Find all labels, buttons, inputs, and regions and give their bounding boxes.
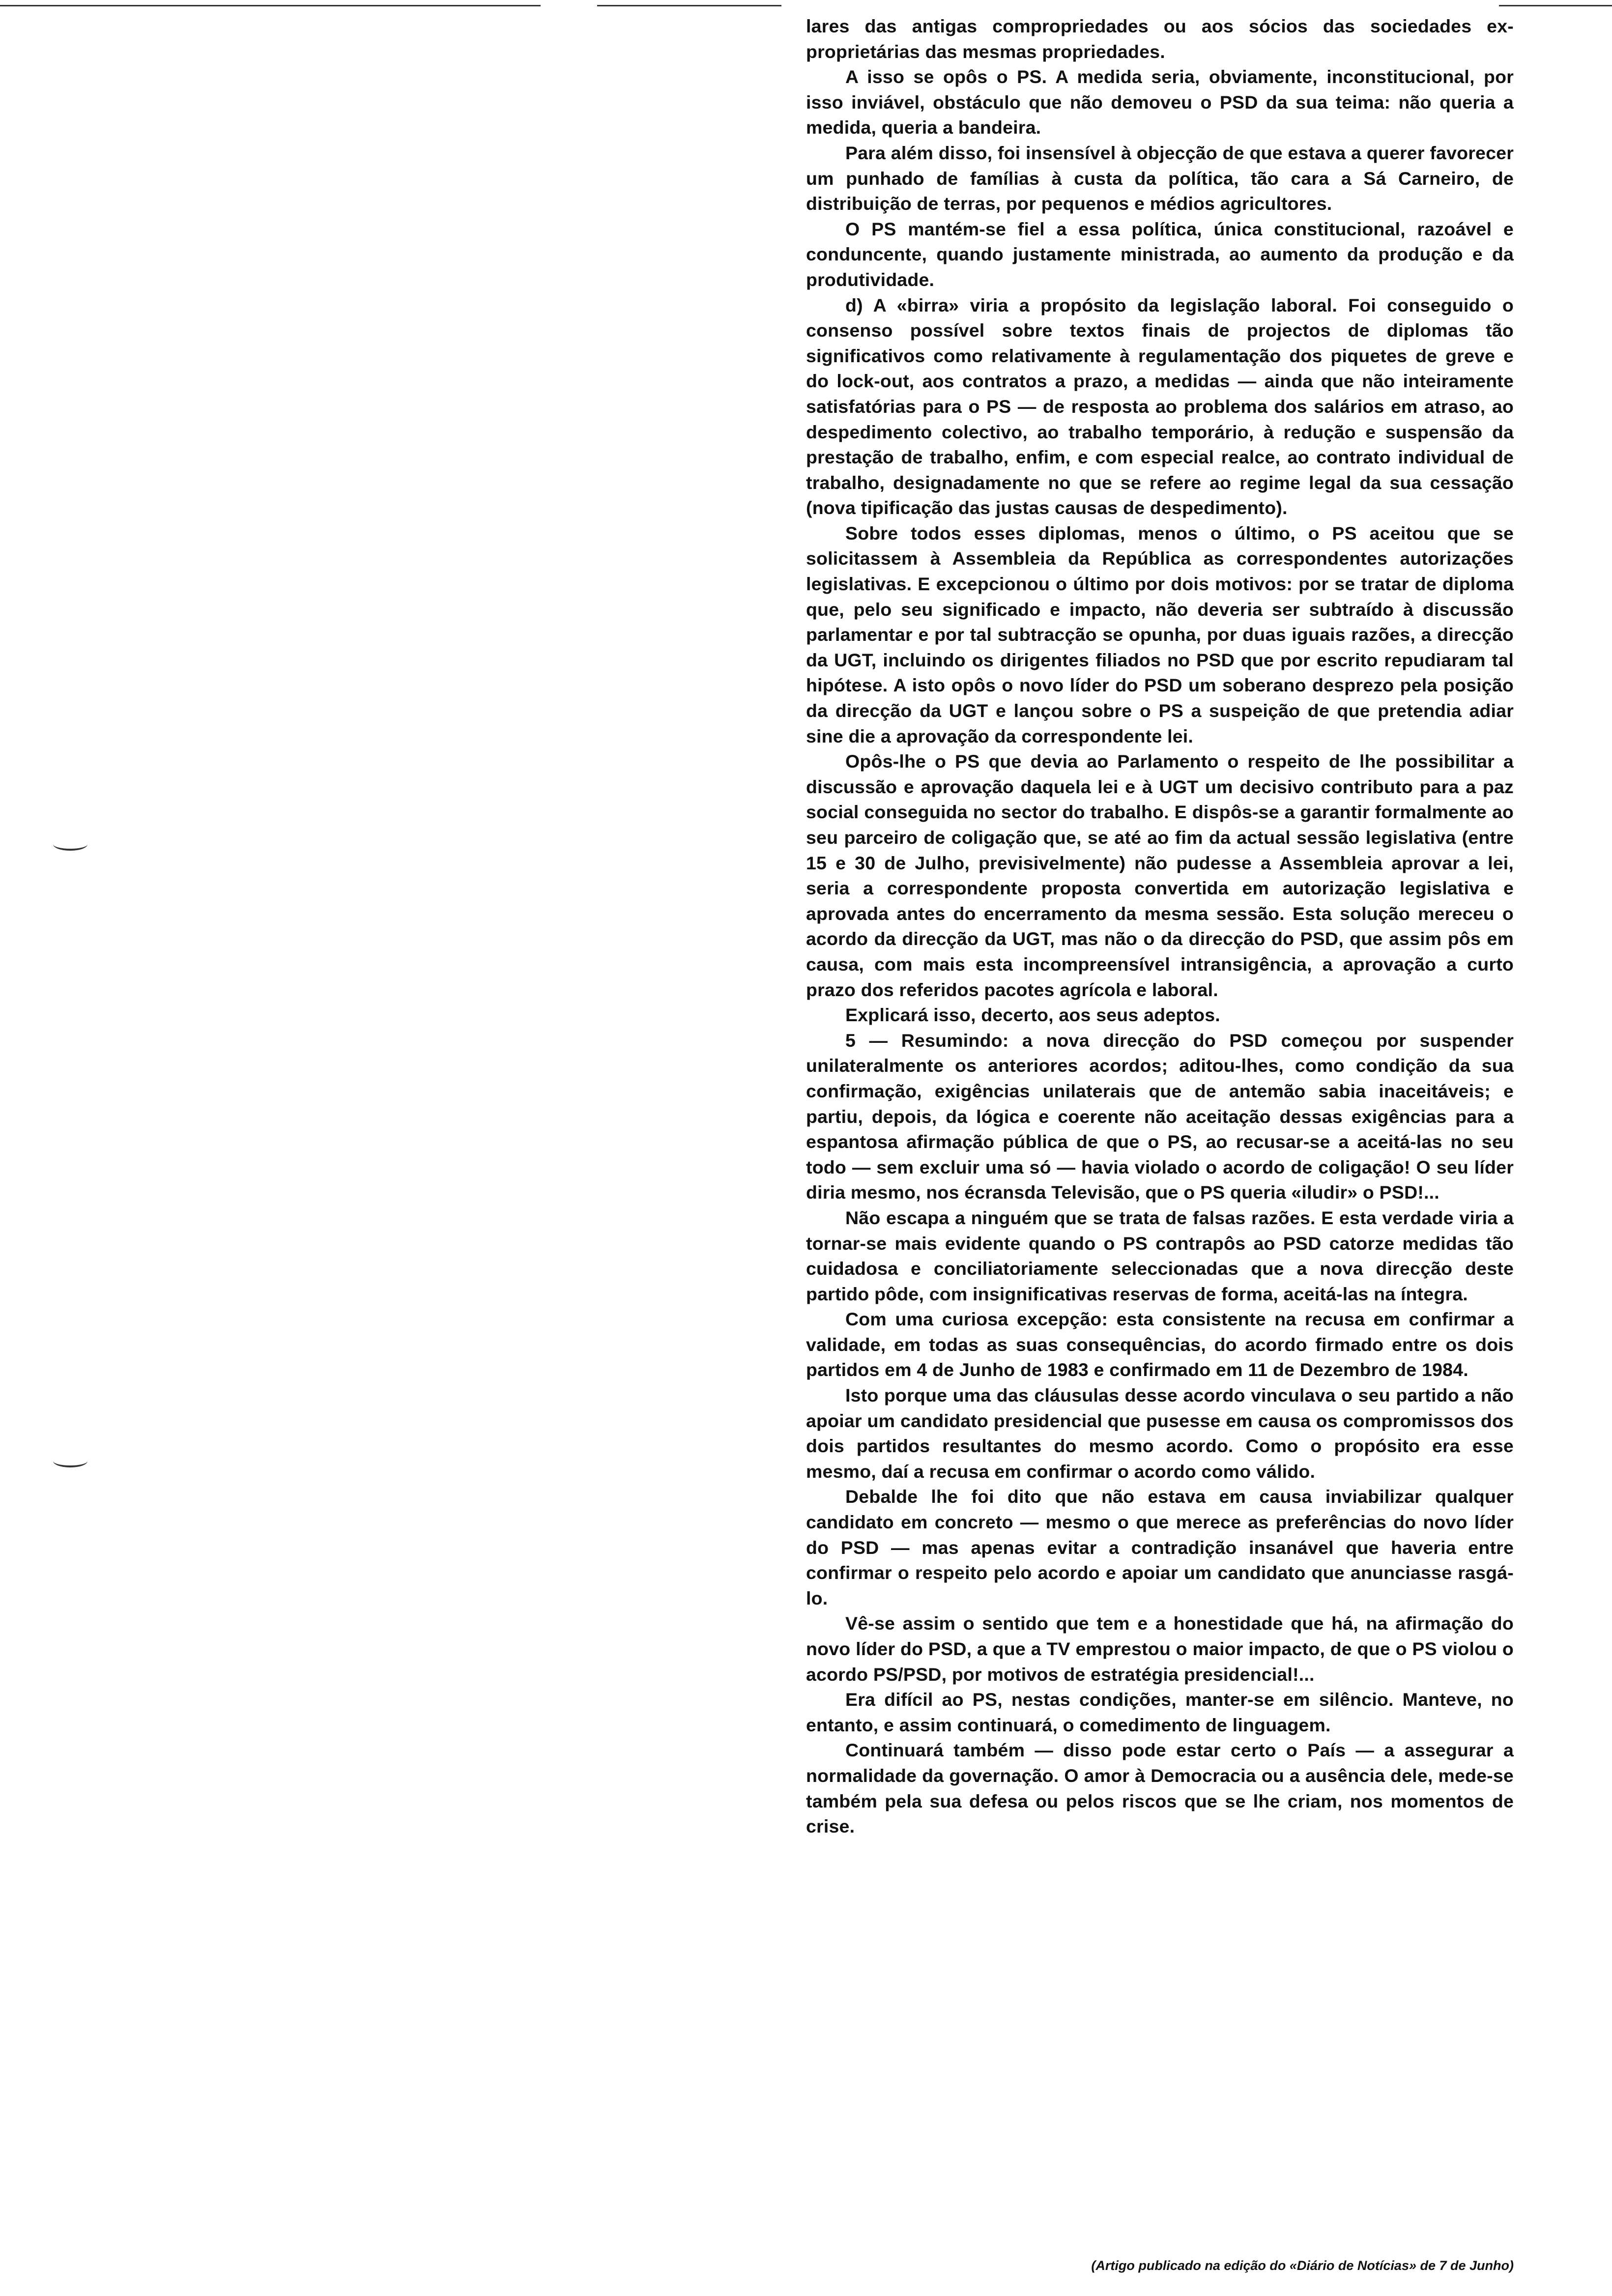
paragraph: Com uma curiosa excepção: esta consistente na recusa em confirmar a validade, em todas as suas consequências, do acordo firmado entre os dois partidos em 4 de Junho de 1983 e confirmado em 11 de Dezembro de 1984. [806, 1309, 1514, 1380]
paragraph: Debalde lhe foi dito que não estava em causa inviabilizar qualquer candidato em concreto — mesmo o que merece as preferências do novo líder do PSD — mas apenas evitar a contradição insanável que haveria entre confirmar o respeito pelo acordo e apoiar um candidato que anunciasse rasgá-lo. [806, 1486, 1514, 1608]
paragraph: O PS mantém-se fiel a essa política, única constitucional, razoável e conduncente, quando justamente ministrada, ao aumento da produção e da produtividade. [806, 218, 1514, 290]
margin-mark [53, 1455, 87, 1467]
margin-mark [53, 838, 87, 851]
source-footnote: (Artigo publicado na edição do «Diário de Notícias» de 7 de Junho) [1091, 2258, 1514, 2273]
top-rule-middle [597, 5, 781, 6]
article-column [806, 14, 1514, 1839]
paragraph: Para além disso, foi insensível à objecção de que estava a querer favorecer um punhado de famílias à custa da política, tão cara a Sá Carneiro, de distribuição de terras, por pequenos e médios agricultores. [806, 142, 1514, 214]
paragraph: Isto porque uma das cláusulas desse acordo vinculava o seu partido a não apoiar um candidato presidencial que pusesse em causa os compromissos dos dois partidos resultantes do mesmo acordo. Como o propósito era esse mesmo, daí a recusa em confirmar o acordo como válido. [806, 1385, 1514, 1482]
paragraph: Opôs-lhe o PS que devia ao Parlamento o respeito de lhe possibilitar a discussão e aprovação daquela lei e à UGT um decisivo contributo para a paz social conseguida no sector do trabalho. E dispôs-se a garantir formalmente ao seu parceiro de coligação que, se até ao fim da actual sessão legislativa (entre 15 e 30 de Julho, previsivelmente) não pudesse a Assembleia aprovar a lei, seria a correspondente proposta convertida em autorização legislativa e aprovada antes do encerramento da mesma sessão. Esta solução mereceu o acordo da direcção da UGT, mas não o da direcção do PSD, que assim pôs em causa, com mais esta incompreensível intransigência, a aprovação a curto prazo dos referidos pacotes agrícola e laboral. [806, 751, 1514, 1000]
paragraph: A isso se opôs o PS. A medida seria, obviamente, inconstitucional, por isso inviável, obstáculo que não demoveu o PSD da sua teima: não queria a medida, queria a bandeira. [806, 66, 1514, 138]
paragraph: Não escapa a ninguém que se trata de falsas razões. E esta verdade viria a tornar-se mais evidente quando o PS contrapôs ao PSD catorze medidas tão cuidadosa e conciliatoriamente seleccionadas que a nova direcção deste partido pôde, com insignificativas reservas de forma, aceitá-las na íntegra. [806, 1207, 1514, 1304]
paragraph: Era difícil ao PS, nestas condições, manter-se em silêncio. Manteve, no entanto, e assim continuará, o comedimento de linguagem. [806, 1689, 1514, 1735]
paragraph: Sobre todos esses diplomas, menos o último, o PS aceitou que se solicitassem à Assembleia da República as correspondentes autorizações legislativas. E excepcionou o último por dois motivos: por se tratar de diploma que, pelo seu significado e impacto, não deveria ser subtraído à discussão parlamentar e por tal subtracção se opunha, por duas iguais razões, a direcção da UGT, incluindo os dirigentes filiados no PSD que por escrito repudiaram tal hipótese. A isto opôs o novo líder do PSD um soberano desprezo pela posição da direcção da UGT e lançou sobre o PS a suspeição de que pretendia adiar sine die a aprovação da correspondente lei. [806, 522, 1514, 746]
paragraph: Explicará isso, decerto, aos seus adeptos. [845, 1004, 1220, 1026]
top-rule-left [0, 5, 541, 6]
paragraph: d) A «birra» viria a propósito da legislação laboral. Foi conseguido o consenso possível sobre textos finais de projectos de diplomas tão significativos como relativamente à regulamentação dos piquetes de greve e do lock-out, aos contratos a prazo, a medidas — ainda que não inteiramente satisfatórias para o PS — de resposta ao problema dos salários em atraso, ao despedimento colectivo, ao trabalho temporário, à redução e suspensão da prestação de trabalho, enfim, e com especial realce, ao contrato individual de trabalho, designadamente no que se refere ao regime legal da sua cessação (nova tipificação das justas causas de despedimento). [806, 294, 1514, 518]
paragraph: 5 — Resumindo: a nova direcção do PSD começou por suspender unilateralmente os anteriores acordos; aditou-lhes, como condição da sua confirmação, exigências unilaterais que de antemão sabia inaceitáveis; e partiu, depois, da lógica e coerente não aceitação dessas exigências para a espantosa afirmação pública de que o PS, ao recusar-se a aceitá-las no seu todo — sem excluir uma só — havia violado o acordo de coligação! O seu líder diria mesmo, nos écransda Televisão, que o PS queria «iludir» o PSD!... [806, 1030, 1514, 1203]
paragraph: Continuará também — disso pode estar certo o País — a assegurar a normalidade da governação. O amor à Democracia ou a ausência dele, mede-se também pela sua defesa ou pelos riscos que se lhe criam, nos momentos de crise. [806, 1740, 1514, 1837]
paragraph: lares das antigas compropriedades ou aos sócios das sociedades ex-proprietárias das mesmas propriedades. [806, 16, 1514, 62]
paragraph: Vê-se assim o sentido que tem e a honestidade que há, na afirmação do novo líder do PSD, a que a TV emprestou o maior impacto, de que o PS violou o acordo PS/PSD, por motivos de estratégia presidencial!... [806, 1613, 1514, 1685]
top-rule-right [1499, 5, 1612, 6]
